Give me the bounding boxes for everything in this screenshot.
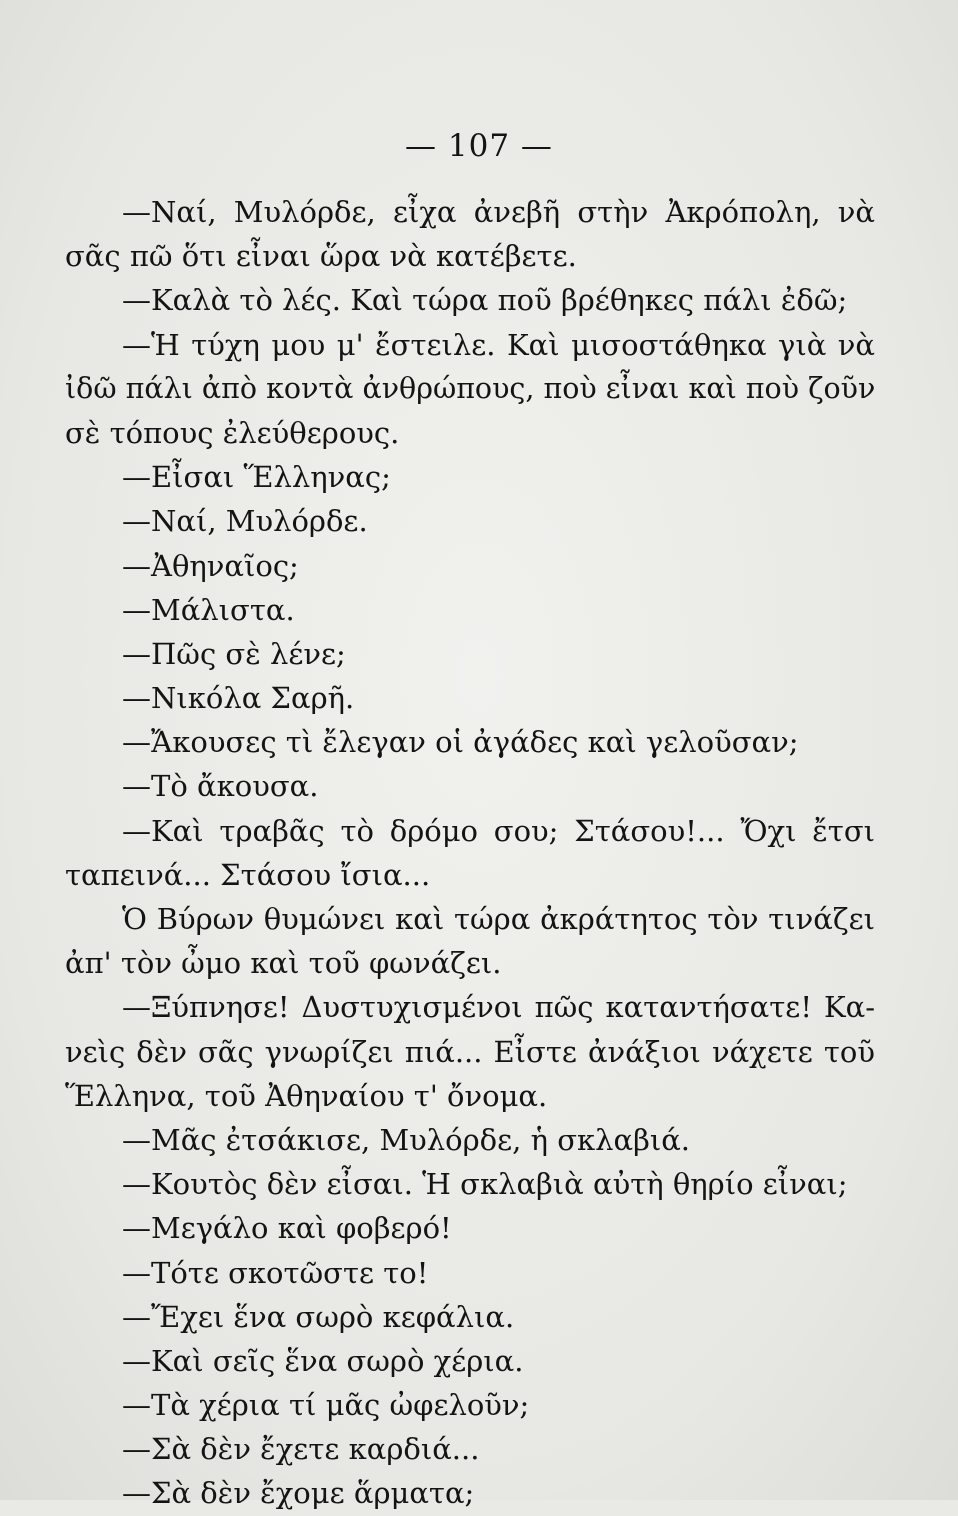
text-line: —Καὶ σεῖς ἕνα σωρὸ χέρια. [122, 1343, 524, 1378]
text-line: Ὁ Βύρων θυμώνει καὶ τώρα ἀκράτητος τὸν τινάζει [122, 902, 875, 936]
text-line: —Τὸ ἄκουσα. [122, 769, 319, 804]
text-line: —Σὰ δὲν ἔχετε καρδιά... [122, 1432, 480, 1467]
text-line: —Σὰ δὲν ἔχομε ἅρματα; [122, 1476, 475, 1511]
text-line: —Τὰ χέρια τί μᾶς ὠφελοῦν; [122, 1388, 530, 1423]
text-line: ἀπ' τὸν ὦμο καὶ τοῦ φωνάζει. [65, 946, 502, 981]
text-line: σᾶς πῶ ὅτι εἶναι ὥρα νὰ κατέβετε. [65, 239, 577, 274]
text-line: ἰδῶ πάλι ἀπὸ κοντὰ ἀνθρώπους, ποὺ εἶναι καὶ ποὺ ζοῦν [65, 371, 876, 405]
text-line: σὲ τόπους ἐλεύθερους. [65, 415, 400, 450]
text-line: νεὶς δὲν σᾶς γνωρίζει πιά... Εἶστε ἀνάξιοι νάχετε τοῦ [65, 1034, 875, 1069]
text-line: —Εἶσαι Ἕλληνας; [122, 460, 391, 495]
text-line: ταπεινά... Στάσου ἴσια... [65, 857, 431, 892]
text-line: —Ναί, Μυλόρδε, εἶχα ἀνεβῆ στὴν Ἀκρόπολη, νὰ [122, 195, 875, 229]
text-line: —Μᾶς ἐτσάκισε, Μυλόρδε, ἡ σκλαβιά. [122, 1122, 691, 1157]
text-line: —Ἡ τύχη μου μ' ἔστειλε. Καὶ μισοστάθηκα γιὰ νὰ [122, 327, 875, 362]
text-line: —Κουτὸς δὲν εἶσαι. Ἡ σκλαβιὰ αὐτὴ θηρίο εἶναι; [122, 1167, 848, 1202]
text-line: —Ἀθηναῖος; [122, 548, 299, 583]
text-line: —Ναί, Μυλόρδε. [122, 504, 368, 539]
text-line: —Τότε σκοτῶστε το! [122, 1255, 429, 1290]
text-line: Ἕλληνα, τοῦ Ἀθηναίου τ' ὄνομα. [65, 1078, 548, 1113]
text-line: —Νικόλα Σαρῆ. [122, 681, 355, 716]
text-line: —Μεγάλο καὶ φοβερό! [122, 1211, 452, 1246]
body-text [65, 190, 875, 1516]
text-line: —Μάλιστα. [122, 592, 295, 627]
text-line: —Ἄκουσες τὶ ἔλεγαν οἱ ἀγάδες καὶ γελοῦσαν; [122, 725, 799, 760]
text-line: —Καλὰ τὸ λές. Καὶ τώρα ποῦ βρέθηκες πάλι ἐδῶ; [122, 283, 848, 318]
text-line: —Ξύπνησε! Δυστυχισμένοι πῶς καταντήσατε! Κα- [122, 990, 875, 1025]
text-line: —Πῶς σὲ λένε; [122, 636, 346, 671]
text-line: —Καὶ τραβᾶς τὸ δρόμο σου; Στάσου!... Ὄχι ἔτσι [122, 813, 875, 848]
text-line: —Ἔχει ἕνα σωρὸ κεφάλια. [122, 1299, 515, 1334]
page-number: — 107 — [405, 128, 553, 164]
